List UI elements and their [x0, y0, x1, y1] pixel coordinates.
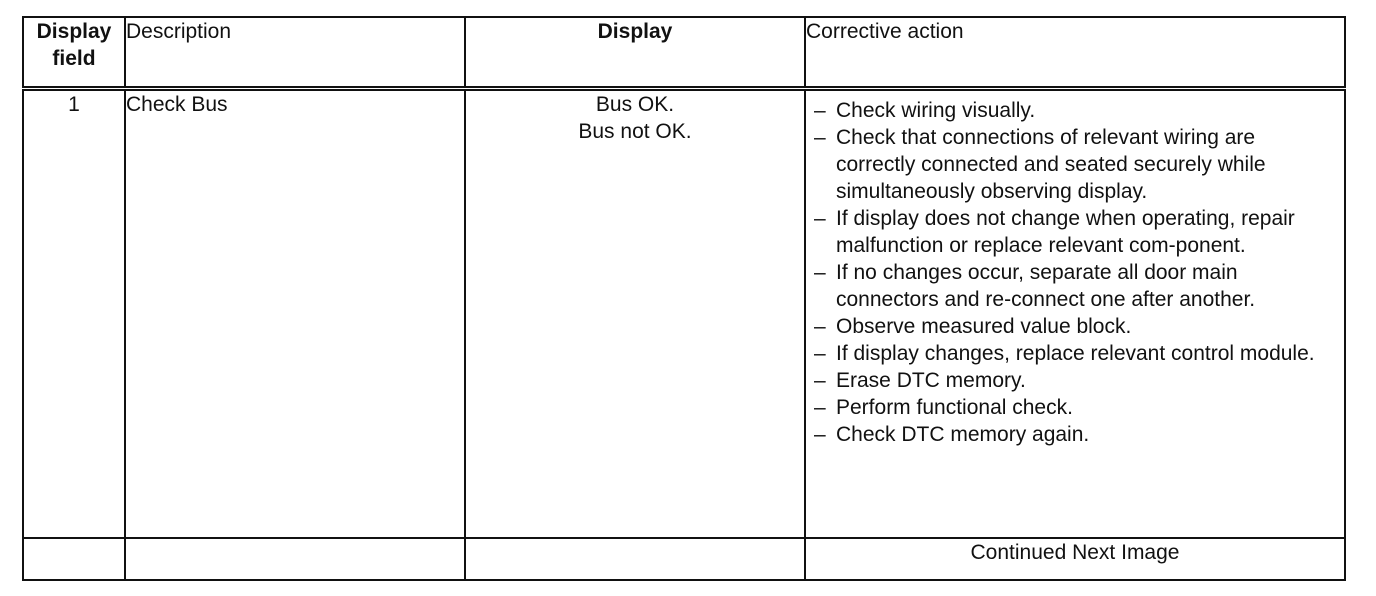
corrective-action-list — [806, 91, 1344, 448]
dash-bullet: – — [814, 342, 826, 365]
header-corrective-action: Corrective action — [805, 17, 1345, 89]
corrective-action-text: Check wiring visually. — [836, 99, 1036, 122]
corrective-action-item — [812, 205, 1334, 259]
footer-empty-cell — [125, 538, 465, 580]
corrective-action-item — [812, 394, 1334, 421]
dash-bullet: – — [814, 315, 826, 338]
dash-bullet: – — [814, 396, 826, 419]
dash-bullet: – — [814, 369, 826, 392]
corrective-action-item — [812, 421, 1334, 448]
header-display: Display — [465, 17, 805, 89]
footer-empty-cell — [465, 538, 805, 580]
display-field-number: 1 — [23, 89, 125, 539]
corrective-action-text: If display changes, replace relevant control module. — [836, 342, 1315, 365]
header-description: Description — [125, 17, 465, 89]
diagnostic-table — [22, 16, 1346, 581]
dash-bullet: – — [814, 261, 826, 284]
display-cell — [465, 89, 805, 539]
display-value: Bus not OK. — [578, 120, 692, 143]
corrective-action-item — [812, 340, 1334, 367]
footer-empty-cell — [23, 538, 125, 580]
table-row — [23, 89, 1345, 539]
continued-next-image: Continued Next Image — [805, 538, 1345, 580]
dash-bullet: – — [814, 207, 826, 230]
dash-bullet: – — [814, 423, 826, 446]
corrective-action-item — [812, 97, 1334, 124]
table-footer-row — [23, 538, 1345, 580]
dash-bullet: – — [814, 99, 826, 122]
corrective-action-item — [812, 124, 1334, 205]
corrective-action-text: If display does not change when operating, repair malfunction or replace relevant com-ponent. — [836, 207, 1295, 257]
corrective-action-text: Erase DTC memory. — [836, 369, 1026, 392]
corrective-action-item — [812, 367, 1334, 394]
table-header-row — [23, 17, 1345, 89]
corrective-action-text: If no changes occur, separate all door main connectors and re-connect one after another. — [836, 261, 1256, 311]
corrective-action-cell — [805, 89, 1345, 539]
header-display-field: Display field — [23, 17, 125, 89]
corrective-action-text: Perform functional check. — [836, 396, 1073, 419]
display-value: Bus OK. — [595, 93, 675, 116]
corrective-action-text: Check DTC memory again. — [836, 423, 1090, 446]
description-cell: Check Bus — [125, 89, 465, 539]
corrective-action-text: Check that connections of relevant wiring are correctly connected and seated securely while simultaneously observing display. — [836, 126, 1266, 203]
corrective-action-item — [812, 313, 1334, 340]
corrective-action-item — [812, 259, 1334, 313]
corrective-action-text: Observe measured value block. — [836, 315, 1132, 338]
dash-bullet: – — [814, 126, 826, 149]
